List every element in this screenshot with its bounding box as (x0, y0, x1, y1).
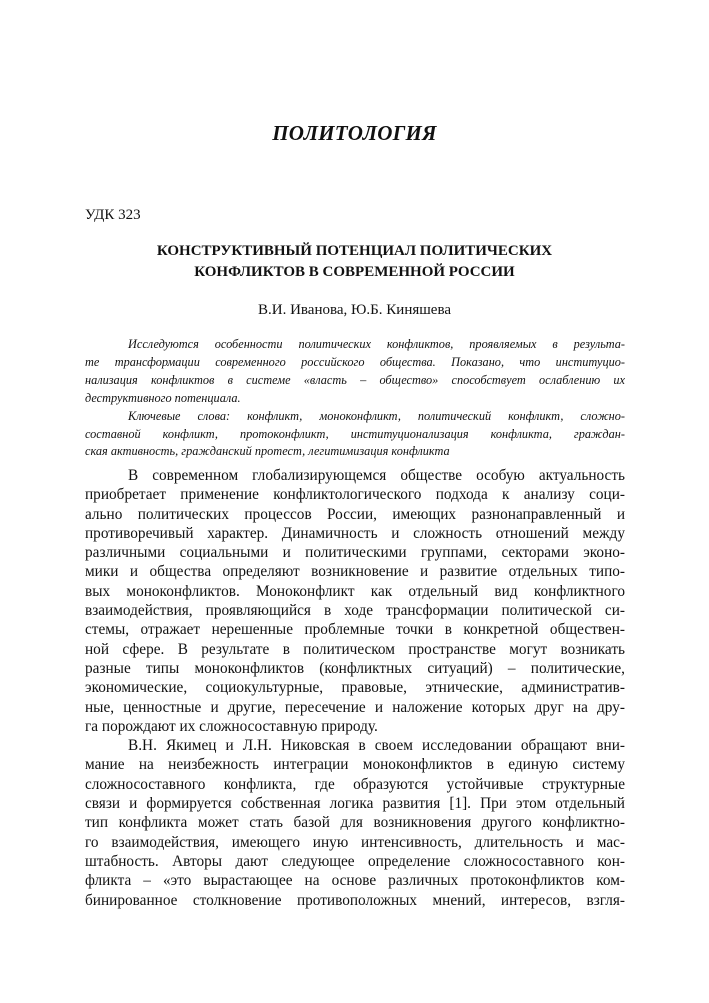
paragraph-1-line: противоречивый характер. Динамичность и сложность отношений между (85, 524, 625, 542)
udc-code: УДК 323 (85, 207, 141, 223)
keywords-line: ская активность, гражданский протест, легитимизация конфликта (85, 444, 450, 459)
paragraph-2-line: го взаимодействия, имеющего иную интенсивность, длительность и мас- (85, 833, 625, 851)
abstract-line: Исследуются особенности политических конфликтов, проявляемых в результа- (128, 337, 625, 351)
title-line: КОНСТРУКТИВНЫЙ ПОТЕНЦИАЛ ПОЛИТИЧЕСКИХ (156, 243, 553, 259)
paragraph-1-line: вых моноконфликтов. Моноконфликт как отдельный вид конфликтного (85, 582, 625, 600)
keywords-line: Ключевые слова: конфликт, моноконфликт, политический конфликт, сложно- (128, 408, 625, 423)
title-line: КОНФЛИКТОВ В СОВРЕМЕННОЙ РОССИИ (194, 264, 515, 280)
paragraph-2-line: связи и формируется собственная логика развития [1]. При этом отдельный (85, 795, 625, 813)
paragraph-2-line: бинированное столкновение противоположных мнений, интересов, взгля- (85, 891, 625, 909)
paragraph-1-line: стемы, отражает нерешенные проблемные точки в конкретной обществен- (85, 621, 625, 639)
abstract-line: деструктивного потенциала. (85, 390, 241, 405)
paragraph-2-line: фликта – «это вырастающее на основе различных протоконфликтов ком- (85, 872, 625, 890)
paragraph-2-line: В.Н. Якимец и Л.Н. Никовская в своем исследовании обращают вни- (128, 737, 625, 755)
abstract-line: те трансформации современного российского общества. Показано, что институцио- (85, 354, 625, 369)
paragraph-1-line: В современном глобализирующемся обществе особую актуальность (128, 467, 625, 484)
paragraph-1-line: ные, ценностные и другие, пересечение и наложение которых друг на дру- (85, 698, 625, 716)
keywords-line: составной конфликт, протоконфликт, институционализация конфликта, граждан- (85, 426, 625, 441)
paragraph-2-line: тип конфликта может стать базой для возникновения другого конфликтно- (85, 814, 625, 832)
paragraph-1-line: ально политических процессов России, имеющих разнонаправленный и (85, 505, 625, 523)
paragraph-1-line: ной сфере. В результате в политическом пространстве могут возникать (85, 640, 625, 658)
paragraph-1-line: экономические, социокультурные, правовые, этнические, административ- (85, 679, 625, 697)
article-body (85, 466, 625, 910)
paragraph-1-line: разные типы моноконфликтов (конфликтных ситуаций) – политические, (85, 659, 625, 677)
paragraph-1-line: различными социальными и политическими группами, секторами эконо- (85, 544, 625, 562)
paragraph-2-line: мание на неизбежность интеграции моноконфликтов в единую систему (85, 756, 625, 774)
paragraph-1-line: взаимодействия, проявляющийся в ходе трансформации политической си- (85, 602, 625, 620)
paragraph-2-line: штабность. Авторы дают следующее определение сложносоставного кон- (85, 852, 625, 870)
abstract (85, 336, 625, 461)
article-title (85, 241, 624, 283)
abstract-line: нализация конфликтов в системе «власть – общество» способствует ослаблению их (85, 372, 625, 387)
paragraph-1-line: мики и общества определяют возникновение и развитие отдельных типо- (85, 563, 625, 581)
section-heading: ПОЛИТОЛОГИЯ (272, 121, 437, 145)
paragraph-1-line: приобретает применение конфликтологического подхода к анализу соци- (85, 486, 625, 504)
authors: В.И. Иванова, Ю.Б. Киняшева (257, 302, 452, 318)
paragraph-1-line: га порождают их сложносоставную природу. (85, 717, 378, 735)
paragraph-2-line: сложносоставного конфликта, где образуются устойчивые структурные (85, 775, 625, 793)
